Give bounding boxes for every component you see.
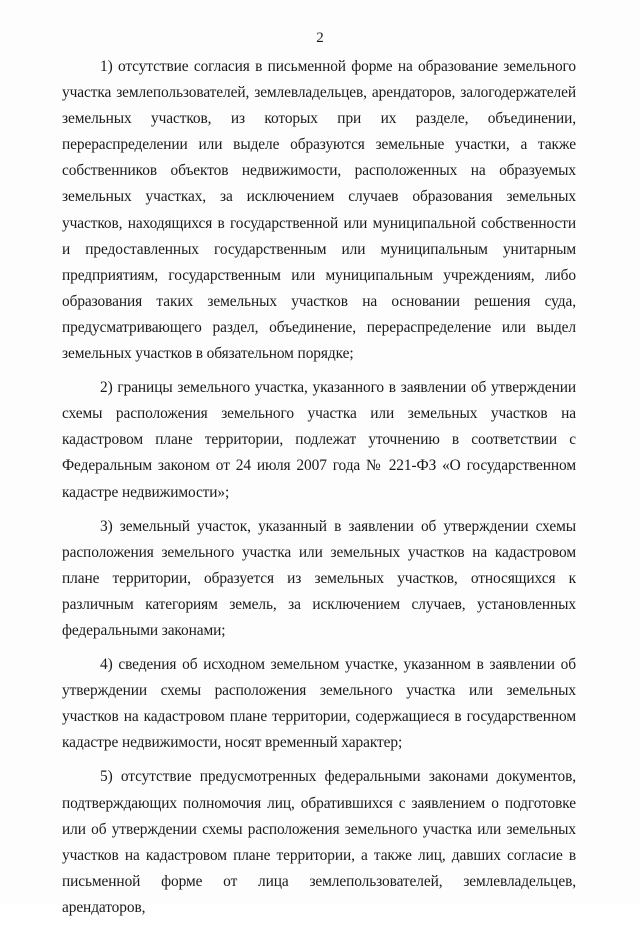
list-item: 1) отсутствие согласия в письменной форме на образование земельного участка землепользователей, землевладельцев, арендаторов, залогодержателей земельных участков, из которых при их разделе, объединении, перераспределении или выделе образуются земельные участки, а также собственников объектов недвижимости, расположенных на образуемых земельных участках, за исключением случаев образования земельных участков, находящихся в государственной или муниципальной собственности и предоставленных государственным или муниципальным унитарным предприятиям, государственным или муниципальным учреждениям, либо образования таких земельных участков на основании решения суда, предусматривающего раздел, объединение, перераспределение или выдел земельных участков в обязательном порядке; (62, 58, 576, 363)
document-body (62, 54, 576, 929)
list-item: 4) сведения об исходном земельном участке, указанном в заявлении об утверждении схемы расположения земельного участка или земельных участков на кадастровом плане территории, содержащиеся в государственном кадастре недвижимости, носят временный характер; (62, 656, 576, 752)
page-number: 2 (316, 30, 324, 46)
list-item: 5) отсутствие предусмотренных федеральными законами документов, подтверждающих полномочия лиц, обратившихся с заявлением о подготовке или об утверждении схемы расположения земельного участка или земельных участков на кадастровом плане территории, а также лиц, давших согласие в письменной форме от лица землепользователей, землевладельцев, арендаторов, (62, 768, 576, 916)
list-item: 3) земельный участок, указанный в заявлении об утверждении схемы расположения земельного участка или земельных участков на кадастровом плане территории, образуется из земельных участков, относящихся к различным категориям земель, за исключением случаев, установленных федеральными законами; (62, 517, 576, 639)
list-item: 2) границы земельного участка, указанного в заявлении об утверждении схемы расположения земельного участка или земельных участков на кадастровом плане территории, подлежат уточнению в соответствии с Федеральным законом от 24 июля 2007 года № 221-ФЗ «О государственном кадастре недвижимости»; (62, 379, 576, 501)
